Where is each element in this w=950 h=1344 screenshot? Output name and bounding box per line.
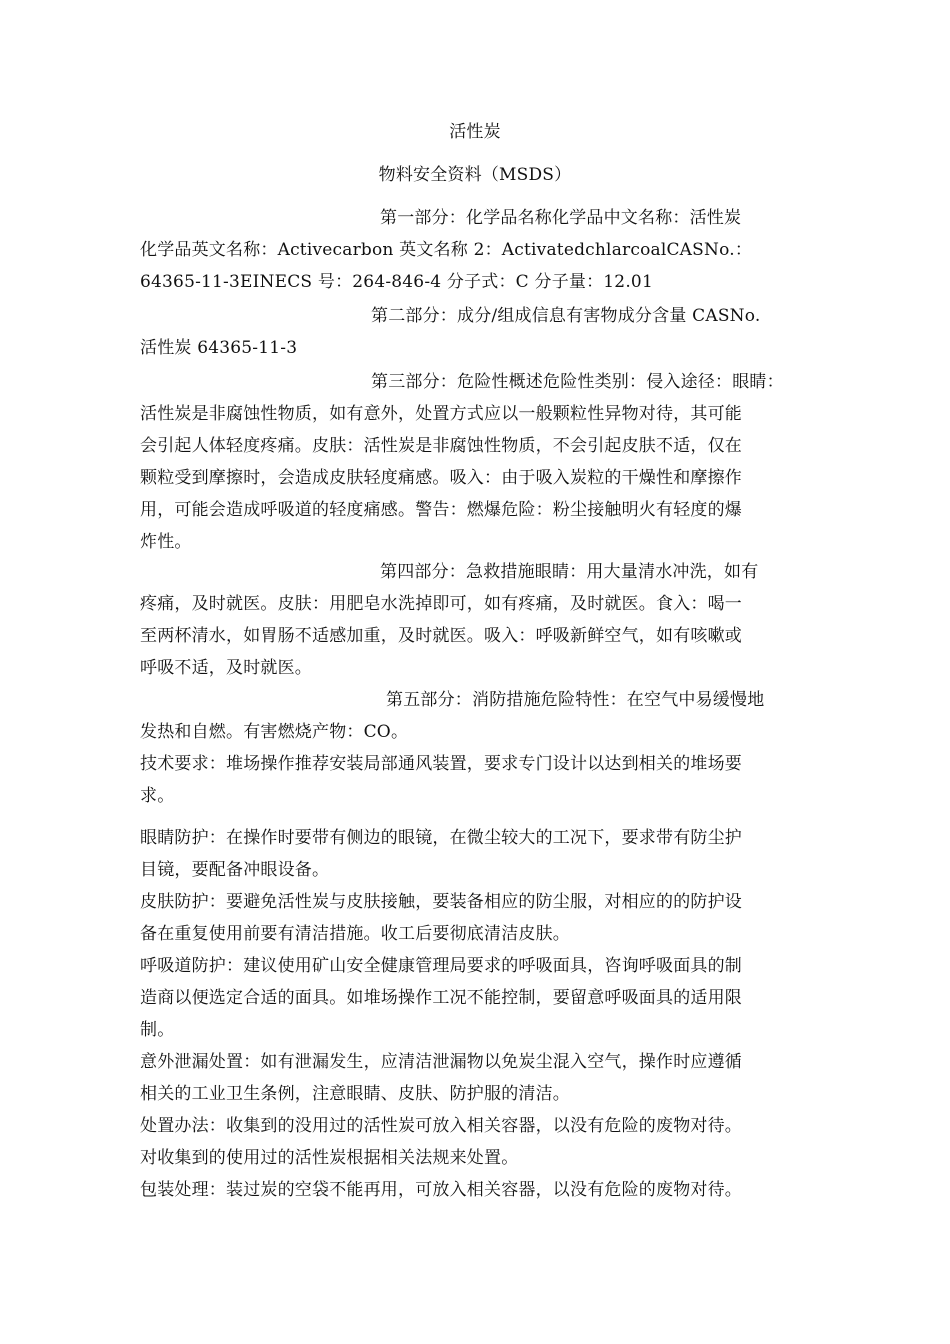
section-2 (140, 300, 812, 364)
paragraph-line: 活性炭是非腐蚀性物质，如有意外，处置方式应以一般颗粒性异物对待，其可能 (140, 404, 742, 424)
document-subtitle: 物料安全资料（MSDS） (378, 165, 572, 185)
paragraph-line: 造商以便选定合适的面具。如堆场操作工况不能控制，要留意呼吸面具的适用限 (140, 988, 742, 1008)
paragraph-line: 至两杯清水，如胃肠不适感加重，及时就医。吸入：呼吸新鲜空气，如有咳嗽或 (140, 626, 742, 646)
paragraph-line: 处置办法：收集到的没用过的活性炭可放入相关容器，以没有危险的废物对待。 (140, 1116, 742, 1136)
paragraph-line: 呼吸道防护：建议使用矿山安全健康管理局要求的呼吸面具，咨询呼吸面具的制 (140, 956, 742, 976)
paragraph-line: 技术要求：堆场操作推荐安装局部通风装置，要求专门设计以达到相关的堆场要 (140, 754, 742, 774)
section-protection (140, 822, 812, 1206)
document-title: 活性炭 (449, 122, 501, 142)
section-4 (140, 556, 812, 684)
paragraph-line: 对收集到的使用过的活性炭根据相关法规来处置。 (140, 1148, 519, 1168)
paragraph-line: 备在重复使用前要有清洁措施。收工后要彻底清洁皮肤。 (140, 924, 570, 944)
paragraph-line: 求。 (140, 786, 175, 806)
paragraph-line: 眼睛防护：在操作时要带有侧边的眼镜，在微尘较大的工况下，要求带有防尘护 (140, 828, 742, 848)
paragraph-line: 化学品英文名称：Activecarbon 英文名称 2：ActivatedchlarcoalCASNo.： (140, 240, 753, 260)
paragraph-line: 目镜，要配备冲眼设备。 (140, 860, 330, 880)
paragraph-line: 疼痛，及时就医。皮肤：用肥皂水洗掉即可，如有疼痛，及时就医。食入：喝一 (140, 594, 742, 614)
paragraph-line: 皮肤防护：要避免活性炭与皮肤接触，要装备相应的防尘服，对相应的的防护设 (140, 892, 742, 912)
section-heading: 第二部分：成分/组成信息有害物成分含量 CASNo. (371, 306, 761, 326)
paragraph-line: 64365-11-3EINECS 号：264-846-4 分子式：C 分子量：12.01 (140, 272, 653, 292)
paragraph-line: 发热和自燃。有害燃烧产物：CO。 (140, 722, 409, 742)
paragraph-line: 呼吸不适，及时就医。 (140, 658, 312, 678)
paragraph-line: 用，可能会造成呼吸道的轻度痛感。警告：燃爆危险：粉尘接触明火有轻度的爆 (140, 500, 742, 520)
paragraph-line: 炸性。 (140, 532, 192, 552)
paragraph-line: 颗粒受到摩擦时，会造成皮肤轻度痛感。吸入：由于吸入炭粒的干燥性和摩擦作 (140, 468, 742, 488)
paragraph-line: 会引起人体轻度疼痛。皮肤：活性炭是非腐蚀性物质，不会引起皮肤不适，仅在 (140, 436, 742, 456)
section-heading: 第三部分：危险性概述危险性类别：侵入途径：眼睛： (371, 372, 784, 392)
section-5 (140, 684, 812, 812)
section-heading: 第一部分：化学品名称化学品中文名称：活性炭 (380, 208, 742, 228)
paragraph-line: 相关的工业卫生条例，注意眼睛、皮肤、防护服的清洁。 (140, 1084, 570, 1104)
paragraph-line: 意外泄漏处置：如有泄漏发生，应清洁泄漏物以免炭尘混入空气，操作时应遵循 (140, 1052, 742, 1072)
section-1 (140, 202, 812, 298)
paragraph-line: 包装处理：装过炭的空袋不能再用，可放入相关容器，以没有危险的废物对待。 (140, 1180, 742, 1200)
section-heading: 第四部分：急救措施眼睛：用大量清水冲洗，如有 (380, 562, 759, 582)
paragraph-line: 活性炭 64365-11-3 (140, 338, 298, 358)
section-3 (140, 366, 812, 558)
paragraph-line: 制。 (140, 1020, 175, 1040)
section-heading: 第五部分：消防措施危险特性：在空气中易缓慢地 (386, 690, 765, 710)
